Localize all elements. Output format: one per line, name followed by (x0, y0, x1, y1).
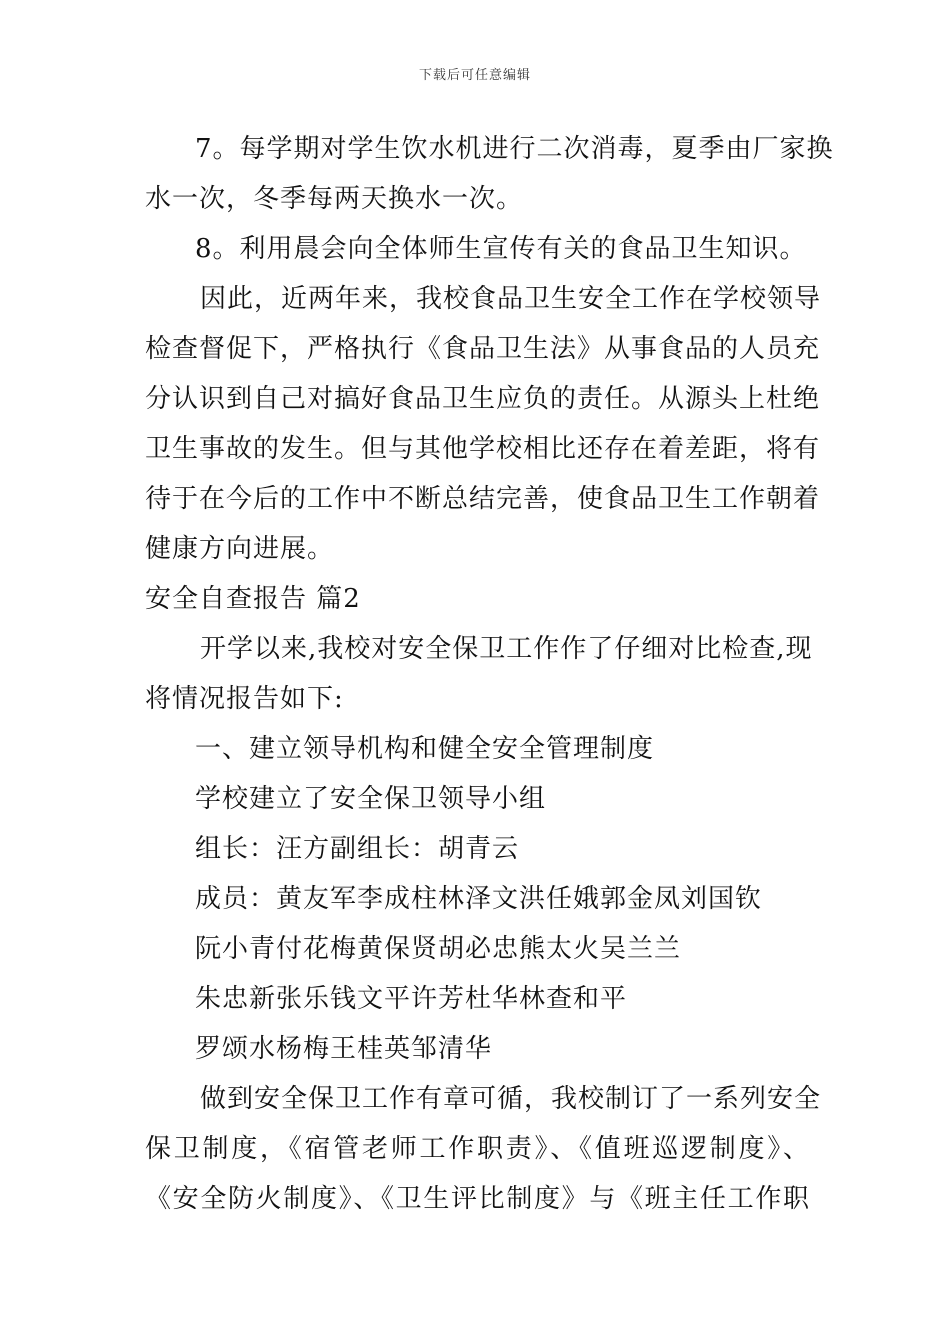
text-line: 7。每学期对学生饮水机进行二次消毒，夏季由厂家换 (195, 134, 834, 164)
text-line: 保卫制度，《宿管老师工作职责》、《值班巡逻制度》、 (145, 1134, 810, 1164)
text-line: 因此，近两年来，我校食品卫生安全工作在学校领导 (200, 284, 822, 314)
text-line: 阮小青付花梅黄保贤胡必忠熊太火吴兰兰 (195, 934, 682, 964)
subsection-heading: 一、建立领导机构和健全安全管理制度 (195, 734, 655, 764)
text-line: 水一次，冬季每两天换水一次。 (145, 184, 524, 214)
text-line: 待于在今后的工作中不断总结完善，使食品卫生工作朝着 (145, 484, 821, 514)
text-line: 罗颂水杨梅王桂英邹清华 (195, 1034, 493, 1064)
text-line: 8。利用晨会向全体师生宣传有关的食品卫生知识。 (195, 234, 807, 264)
text-line: 健康方向进展。 (145, 534, 335, 564)
text-line: 做到安全保卫工作有章可循，我校制订了一系列安全 (200, 1084, 822, 1114)
text-line: 开学以来,我校对安全保卫工作作了仔细对比检查,现 (200, 634, 813, 664)
text-line: 分认识到自己对搞好食品卫生应负的责任。从源头上杜绝 (145, 384, 821, 414)
text-line: 《安全防火制度》、《卫生评比制度》与《班主任工作职 (145, 1184, 810, 1214)
section-heading: 安全自查报告 篇2 (145, 584, 361, 614)
text-line: 组长：汪方副组长：胡青云 (195, 834, 520, 864)
document-body (145, 124, 834, 1224)
text-line: 将情况报告如下: (145, 684, 344, 714)
text-line: 卫生事故的发生。但与其他学校相比还存在着差距，将有 (145, 434, 821, 464)
page-header: 下载后可任意编辑 (418, 68, 531, 83)
text-line: 成员：黄友军李成柱林泽文洪任娥郭金凤刘国钦 (195, 884, 763, 914)
text-line: 学校建立了安全保卫领导小组 (195, 784, 547, 814)
text-line: 检查督促下，严格执行《食品卫生法》从事食品的人员充 (145, 334, 821, 364)
text-line: 朱忠新张乐钱文平许芳杜华林查和平 (195, 984, 628, 1014)
